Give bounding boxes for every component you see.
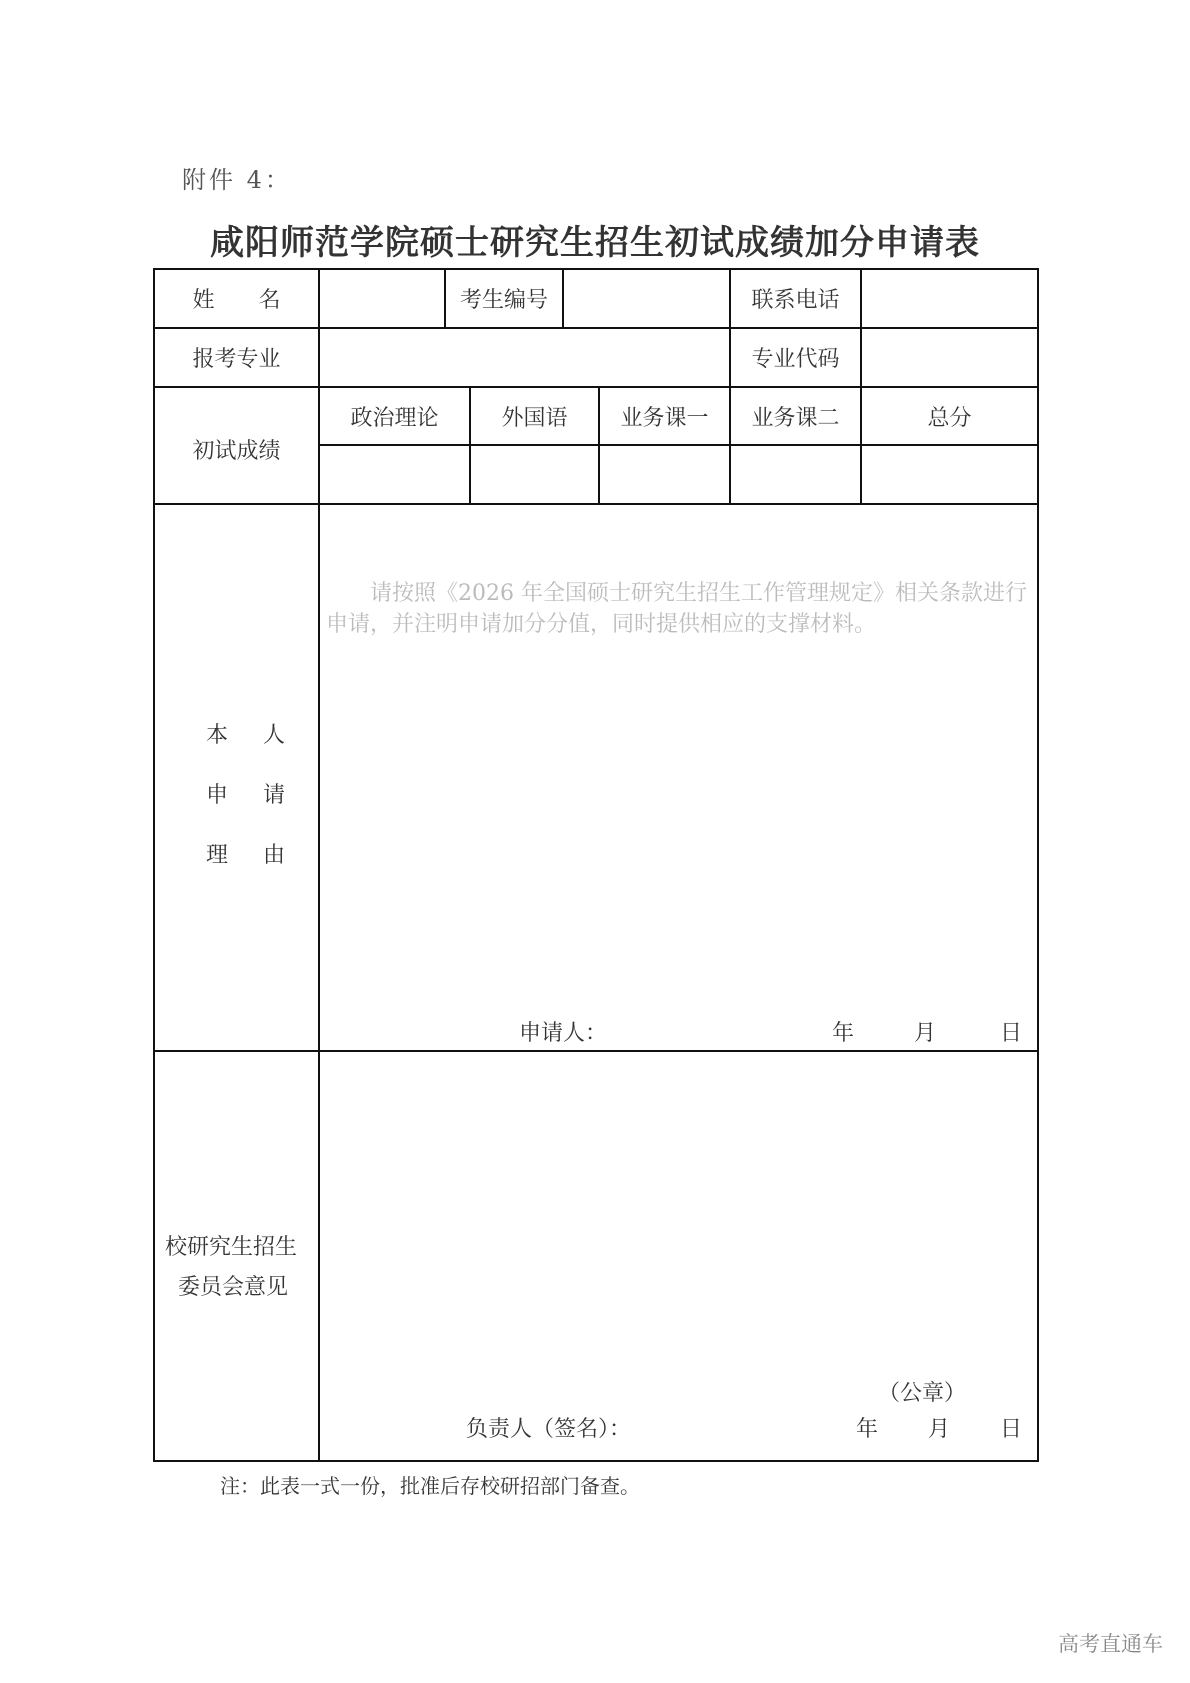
col-course-one: 业务课一 xyxy=(620,405,709,431)
applicant-day-label: 日 xyxy=(1000,1021,1023,1046)
attachment-label: 附件 4： xyxy=(182,166,292,194)
form-title: 咸阳师范学院硕士研究生招生初试成绩加分申请表 xyxy=(210,223,980,263)
scores-label: 初试成绩 xyxy=(192,439,281,464)
reason-label-line3: 理 由 xyxy=(206,843,299,868)
committee-label-line2: 委员会意见 xyxy=(178,1275,289,1300)
watermark: 高考直通车 xyxy=(1058,1632,1163,1656)
signer-signature-field[interactable] xyxy=(660,1408,840,1442)
name-label: 姓 名 xyxy=(192,288,281,313)
applicant-year-label: 年 xyxy=(832,1021,855,1046)
reason-label-line2: 申 请 xyxy=(206,783,299,808)
foreign-language-score-field[interactable] xyxy=(471,446,598,503)
seal-label: （公章） xyxy=(878,1381,967,1406)
col-course-two: 业务课二 xyxy=(751,405,840,431)
reason-label-line1: 本 人 xyxy=(206,723,299,748)
applicant-signature-field[interactable] xyxy=(610,1012,810,1046)
committee-month-label: 月 xyxy=(928,1417,951,1442)
col-foreign-language: 外国语 xyxy=(501,405,568,431)
major-field[interactable] xyxy=(320,329,729,386)
phone-field[interactable] xyxy=(862,270,1037,327)
table-border-bottom xyxy=(153,1460,1039,1462)
applicant-month-label: 月 xyxy=(914,1021,937,1046)
committee-opinion-field[interactable] xyxy=(320,1052,1037,1372)
col-politics: 政治理论 xyxy=(350,405,439,431)
exam-id-field[interactable] xyxy=(564,270,729,327)
course-one-score-field[interactable] xyxy=(600,446,729,503)
course-two-score-field[interactable] xyxy=(731,446,860,503)
committee-day-label: 日 xyxy=(1000,1417,1023,1442)
total-score-field[interactable] xyxy=(862,446,1037,503)
name-field[interactable] xyxy=(320,270,444,327)
phone-label: 联系电话 xyxy=(751,288,840,313)
col-total: 总分 xyxy=(927,405,972,431)
major-code-field[interactable] xyxy=(862,329,1037,386)
politics-score-field[interactable] xyxy=(320,446,469,503)
reason-hint-text: 请按照《2026 年全国硕士研究生招生工作管理规定》相关条款进行申请，并注明申请加分分值，同时提供相应的支撑材料。 xyxy=(326,581,1027,637)
signer-label: 负责人（签名）： xyxy=(466,1417,632,1442)
committee-year-label: 年 xyxy=(856,1417,879,1442)
table-border-right xyxy=(1037,268,1039,1462)
exam-id-label: 考生编号 xyxy=(459,288,548,313)
reason-textarea[interactable] xyxy=(320,505,1037,1005)
major-label: 报考专业 xyxy=(192,347,281,372)
applicant-label: 申请人： xyxy=(519,1021,608,1046)
committee-label-line1: 校研究生招生 xyxy=(165,1235,298,1260)
major-code-label: 专业代码 xyxy=(751,347,840,372)
footnote: 注：此表一式一份，批准后存校研招部门备查。 xyxy=(220,1474,640,1498)
